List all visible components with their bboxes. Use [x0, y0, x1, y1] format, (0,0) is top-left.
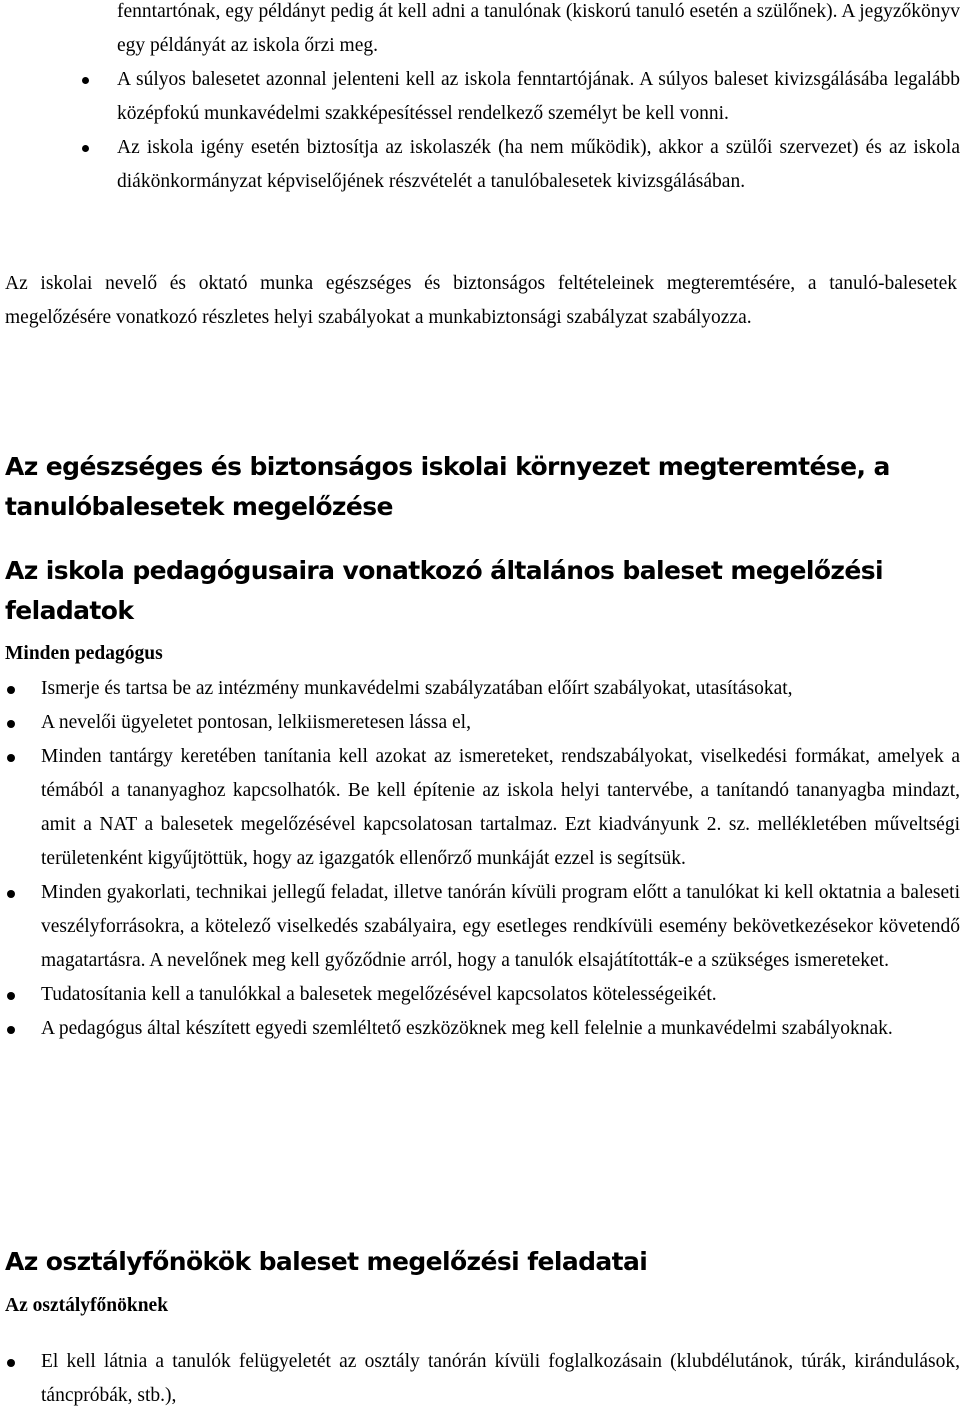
bullet-icon [7, 1359, 15, 1367]
list-item [0, 706, 960, 740]
list-item [0, 876, 960, 978]
teacher-duties-list [0, 672, 960, 1046]
list-item-text: Minden gyakorlati, technikai jellegű feladat, illetve tanórán kívüli program előtt a tanulókat ki kell oktatnia a baleseti veszélyforrásokra, a kötelező viselkedés szabályaira, egy esetleges rendkívüli esemény bekövetkezésekor követendő magatartásra. A nevelőnek meg kell győződnie arról, hogy a tanulók elsajátították-e a szükséges ismereteket. [41, 882, 960, 971]
subheading-osztalyfonoknek: Az osztályfőnöknek [5, 1295, 169, 1316]
top-bullet-list [0, 0, 960, 199]
list-item [0, 672, 960, 706]
list-item [0, 63, 960, 131]
bullet-icon [82, 77, 89, 84]
bullet-icon [7, 720, 15, 728]
list-item [0, 1345, 960, 1413]
list-item-text: A nevelői ügyeletet pontosan, lelkiismeretesen lássa el, [41, 712, 471, 733]
bullet-icon [7, 992, 15, 1000]
list-item-text: A pedagógus által készített egyedi szemléltető eszközöknek meg kell felelnie a munkavédelmi szabályoknak. [41, 1018, 893, 1039]
bullet-icon [7, 1026, 15, 1034]
bullet-icon [7, 754, 15, 762]
list-item [0, 0, 960, 63]
list-item [0, 978, 960, 1012]
class-teacher-duties-list [0, 1345, 960, 1413]
list-item [0, 1012, 960, 1046]
list-item-text: El kell látnia a tanulók felügyeletét az osztály tanórán kívüli foglalkozásain (klubdélutánok, túrák, kirándulások, táncpróbák, stb.), [41, 1351, 960, 1406]
bullet-icon [7, 686, 15, 694]
subsection-heading: Az iskola pedagógusaira vonatkozó általános baleset megelőzési feladatok [5, 556, 883, 625]
subheading-minden-pedagogus: Minden pedagógus [5, 643, 163, 664]
list-item [0, 740, 960, 876]
list-item-text: A súlyos balesetet azonnal jelenteni kell az iskola fenntartójának. A súlyos baleset kivizsgálásába legalább középfokú munkavédelmi szakképesítéssel rendelkező személyt be kell vonni. [117, 69, 960, 124]
list-item [0, 131, 960, 199]
list-item-text: fenntartónak, egy példányt pedig át kell adni a tanulónak (kiskorú tanuló esetén a szülőnek). A jegyzőkönyv egy példányát az iskola őrzi meg. [117, 1, 960, 56]
bullet-icon [82, 145, 89, 152]
list-item-text: Minden tantárgy keretében tanítania kell azokat az ismereteket, rendszabályokat, viselkedési formákat, amelyek a témából a tananyaghoz kapcsolhatók. Be kell építenie az iskola helyi tantervébe, a tanítandó tananyagba mindazt, amit a NAT a balesetek megelőzésével kapcsolatosan tartalmaz. Ezt kiadványunk 2. sz. mellékletében műveltségi területenként kigyűjtöttük, hogy az igazgatók ellenőrző munkáját ezzel is segítsük. [41, 746, 960, 869]
section-heading: Az egészséges és biztonságos iskolai környezet megteremtése, a tanulóbalesetek megelőzése [5, 452, 890, 521]
intro-paragraph: Az iskolai nevelő és oktató munka egészséges és biztonságos feltételeinek megteremtésére, a tanuló-balesetek megelőzésére vonatkozó részletes helyi szabályokat a munkabiztonsági szabályzat szabályozza. [5, 273, 957, 328]
list-item-text: Tudatosítania kell a tanulókkal a balesetek megelőzésével kapcsolatos kötelességeikét. [41, 984, 717, 1005]
section-heading-osztalyfonok: Az osztályfőnökök baleset megelőzési feladatai [5, 1247, 648, 1276]
list-item-text: Az iskola igény esetén biztosítja az iskolaszék (ha nem működik), akkor a szülői szervezet) és az iskola diákönkormányzat képviselőjének részvételét a tanulóbalesetek kivizsgálásában. [117, 137, 960, 192]
bullet-icon [7, 890, 15, 898]
list-item-text: Ismerje és tartsa be az intézmény munkavédelmi szabályzatában előírt szabályokat, utasításokat, [41, 678, 793, 699]
